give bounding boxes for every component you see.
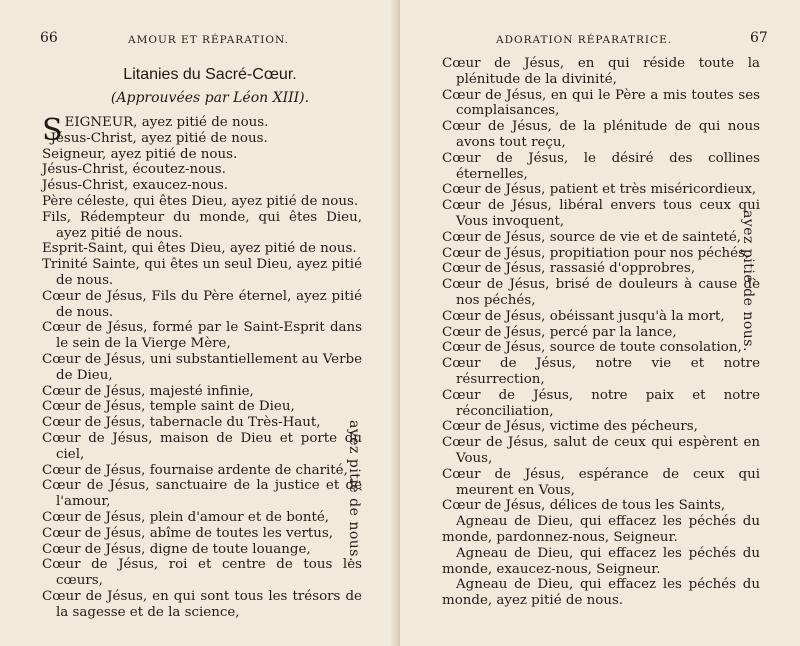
invocation-line: Cœur de Jésus, sanctuaire de la justice et de l'amour, [42, 478, 362, 510]
invocation-line: Cœur de Jésus, tabernacle du Très-Haut, [42, 415, 321, 431]
invocation-line: Cœur de Jésus, fournaise ardente de charité, [42, 462, 348, 478]
invocation-line: Cœur de Jésus, en qui réside toute la plénitude de la divinité, [442, 56, 760, 87]
invocation-line: Cœur de Jésus, le désiré des collines éternelles, [442, 150, 760, 182]
first-word: EIGNEUR, [64, 115, 138, 130]
right-page [400, 0, 800, 646]
invocation-line: Cœur de Jésus, obéissant jusqu'à la mort, [442, 308, 725, 324]
response-bracket-right: ayez pitié de nous. [740, 210, 756, 352]
running-header-left: AMOUR ET RÉPARATION. [128, 34, 289, 46]
litany-title: Litanies du Sacré-Cœur. [123, 66, 297, 83]
invocation-line: Cœur de Jésus, propitiation pour nos péchés, [442, 245, 750, 261]
litany-subtitle: (Approuvées par Léon XIII). [110, 90, 310, 106]
invocation-line: Cœur de Jésus, brisé de douleurs à cause de nos péchés, [442, 277, 760, 308]
invocation-line: Cœur de Jésus, formé par le Saint-Esprit dans le sein de la Vierge Mère, [42, 320, 362, 352]
invocation-line: Cœur de Jésus, temple saint de Dieu, [42, 399, 295, 415]
invocation-line: Cœur de Jésus, majesté infinie, [42, 383, 254, 399]
invocation-line: Cœur de Jésus, source de vie et de sainteté, [442, 229, 742, 245]
invocation-line: Cœur de Jésus, percé par la lance, [442, 324, 677, 340]
right-text-column [442, 56, 760, 609]
invocation-line: Cœur de Jésus, victime des pécheurs, [442, 419, 698, 435]
drop-cap: S [42, 113, 63, 148]
invocation-line: Jésus-Christ, exaucez-nous. [42, 178, 229, 194]
invocation-line: Père céleste, qui êtes Dieu, ayez pitié de nous. [42, 193, 359, 209]
invocation-line: Cœur de Jésus, délices de tous les Saints, [442, 498, 726, 514]
invocation-line: Cœur de Jésus, abîme de toutes les vertus, [42, 525, 334, 541]
agnus-dei-line: Agneau de Dieu, qui effacez les péchés du monde, exaucez-nous, Seigneur. [442, 545, 760, 577]
invocation-line: Cœur de Jésus, libéral envers tous ceux qui Vous invoquent, [442, 198, 760, 229]
invocation-line: Cœur de Jésus, roi et centre de tous les cœurs, [42, 557, 362, 589]
first-line-rest: ayez pitié de nous. [137, 115, 269, 130]
invocation-line: Cœur de Jésus, digne de toute louange, [42, 541, 311, 557]
invocation-line: Jésus-Christ, ayez pitié de nous. [50, 130, 268, 146]
invocation-line: Cœur de Jésus, notre vie et notre résurrection, [442, 356, 760, 387]
invocation-line: Cœur de Jésus, notre paix et notre réconciliation, [442, 387, 760, 419]
invocation-line: Cœur de Jésus, maison de Dieu et porte du ciel, [42, 430, 362, 462]
invocation-line: Cœur de Jésus, plein d'amour et de bonté, [42, 509, 330, 525]
invocation-line: Cœur de Jésus, de la plénitude de qui nous avons tout reçu, [442, 119, 760, 150]
invocation-line: Cœur de Jésus, patient et très miséricordieux, [442, 182, 757, 198]
invocation-line: Jésus-Christ, écoutez-nous. [42, 162, 226, 178]
invocation-line: Cœur de Jésus, source de toute consolation, [442, 340, 742, 356]
running-header-right: ADORATION RÉPARATRICE. [496, 34, 673, 46]
agnus-dei-line: Agneau de Dieu, qui effacez les péchés du monde, ayez pitié de nous. [442, 577, 760, 609]
invocation-line: Cœur de Jésus, rassasié d'opprobres, [442, 261, 696, 277]
invocation-line: Fils, Rédempteur du monde, qui êtes Dieu, ayez pitié de nous. [42, 209, 362, 241]
left-text-column [42, 115, 362, 621]
invocation-line: Esprit-Saint, qui êtes Dieu, ayez pitié de nous. [42, 241, 357, 257]
invocation-line: Cœur de Jésus, uni substantiellement au Verbe de Dieu, [42, 351, 362, 383]
invocation-line: Cœur de Jésus, en qui le Père a mis toutes ses complaisances, [442, 87, 760, 119]
agnus-dei-line: Agneau de Dieu, qui effacez les péchés du monde, pardonnez-nous, Seigneur. [442, 514, 760, 545]
invocation-line: Cœur de Jésus, salut de ceux qui espèrent en Vous, [442, 435, 760, 466]
invocation-line: Cœur de Jésus, en qui sont tous les trésors de la sagesse et de la science, [42, 588, 362, 620]
invocation-line: Trinité Sainte, qui êtes un seul Dieu, ayez pitié de nous. [42, 257, 362, 288]
invocation-line: Cœur de Jésus, Fils du Père éternel, ayez pitié de nous. [42, 288, 362, 320]
invocation-line: Cœur de Jésus, espérance de ceux qui meurent en Vous, [442, 466, 760, 498]
invocation-line: Seigneur, ayez pitié de nous. [42, 146, 238, 162]
page-number-right: 67 [750, 30, 768, 46]
page-number-left: 66 [40, 30, 58, 46]
response-bracket-left: ayez pitié de nous. [346, 420, 362, 562]
